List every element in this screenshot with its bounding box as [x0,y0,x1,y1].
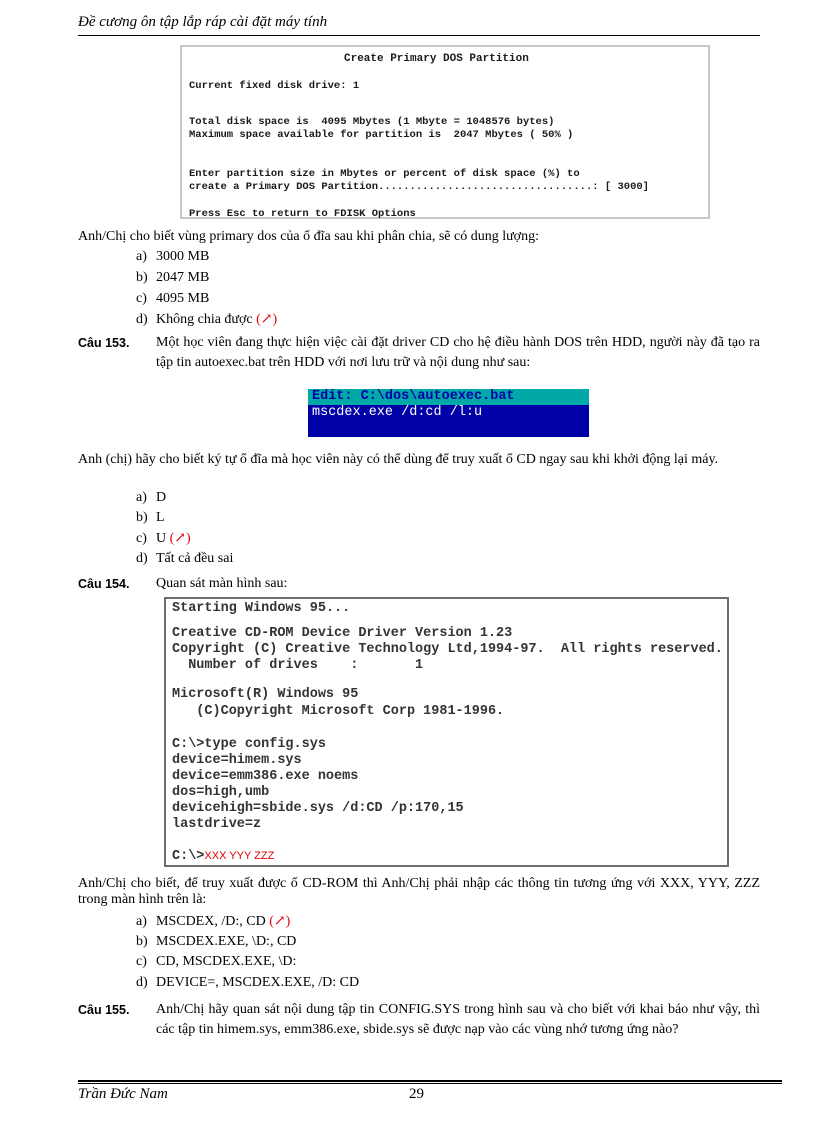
q152-option-d: d) Không chia được (↗) [136,312,278,327]
fdisk-enter-line-1: Enter partition size in Mbytes or percent of disk space (%) to [189,168,580,180]
screen-line: (C)Copyright Microsoft Corp 1981-1996. [172,704,505,719]
q154-option-b: b) MSCDEX.EXE, \D:, CD [136,934,297,949]
screen-line: device=himem.sys [172,753,302,768]
q153-question: Anh (chị) hãy cho biết ký tự ổ đĩa mà học viên này có thể dùng để truy xuất ổ CD ngay sau khi khởi động lại máy. [78,452,719,467]
q153-label: Câu 153. [78,336,130,350]
screen-line: Copyright (C) Creative Technology Ltd,1994-97. All rights reserved. [172,642,723,657]
fdisk-enter-line-2: create a Primary DOS Partition..................................: [ 3000] [189,181,649,193]
screen-line: device=emm386.exe noems [172,769,359,784]
q154-option-c: c) CD, MSCDEX.EXE, \D: [136,954,297,969]
screen-line: devicehigh=sbide.sys /d:CD /p:170,15 [172,801,464,816]
fdisk-screenshot [180,45,710,219]
q154-label: Câu 154. [78,577,130,591]
screen-line: Starting Windows 95... [172,601,351,616]
q155-text: Anh/Chị hãy quan sát nội dung tập tin CONFIG.SYS trong hình sau và cho biết với khai báo như vậy, thì các tập tin himem.sys, emm386.exe, sbide.sys sẽ được nạp vào các vùng nhớ tương ứng nào? [156,1002,760,1037]
q153-option-b: b) L [136,510,165,525]
screen-line: lastdrive=z [172,817,262,832]
q154-option-a: a) MSCDEX, /D:, CD (↗) [136,914,291,929]
q152-option-b: b) 2047 MB [136,270,210,285]
answer-mark-icon: (↗) [269,914,291,929]
q152-text: Anh/Chị cho biết vùng primary dos của ổ đĩa sau khi phân chia, sẽ có dung lượng: [78,229,539,244]
footer-rule [78,1080,782,1082]
dos-screen-screenshot [164,597,729,867]
q153-text: Một học viên đang thực hiện việc cài đặt driver CD cho hệ điều hành DOS trên HDD, người này đã tạo ra tập tin autoexec.bat trên HDD với nơi lưu trữ và nội dung như sau: [156,335,760,370]
q153-option-a: a) D [136,490,167,505]
fdisk-esc-line: Press Esc to return to FDISK Options [189,208,416,220]
q153-option-c: c) U (↗) [136,531,191,546]
q154-question: Anh/Chị cho biết, để truy xuất được ổ CD-ROM thì Anh/Chị phải nhập các thông tin tương ứng với XXX, YYY, ZZZ trong màn hình trên là: [78,876,760,907]
q152-option-c: c) 4095 MB [136,291,210,306]
screen-line: Microsoft(R) Windows 95 [172,687,359,702]
q152-option-a: a) 3000 MB [136,249,210,264]
footer-rule-thin [78,1083,782,1084]
fdisk-title: Create Primary DOS Partition [344,53,529,65]
edit-title: Edit: C:\dos\autoexec.bat [312,389,515,404]
q154-option-d: d) DEVICE=, MSCDEX.EXE, /D: CD [136,975,360,990]
q153-option-d: d) Tất cả đều sai [136,551,234,566]
answer-mark-icon: (↗) [169,531,191,546]
fdisk-max-space: Maximum space available for partition is 2047 Mbytes ( 50% ) [189,129,574,141]
screen-prompt: C:\>XXX YYY ZZZ [172,849,275,864]
answer-mark-icon: (↗) [256,312,278,327]
screen-line: Creative CD-ROM Device Driver Version 1.23 [172,626,513,641]
screen-line: C:\>type config.sys [172,737,326,752]
header-rule [78,35,760,36]
screen-prompt-placeholder: XXX YYY ZZZ [204,850,275,862]
q154-text: Quan sát màn hình sau: [156,576,288,591]
page-header-title: Đề cương ôn tập lắp ráp cài đặt máy tính [78,14,328,30]
page-number: 29 [409,1086,424,1102]
screen-line: dos=high,umb [172,785,270,800]
edit-content-line: mscdex.exe /d:cd /l:u [312,405,483,420]
fdisk-total-space: Total disk space is 4095 Mbytes (1 Mbyte = 1048576 bytes) [189,116,555,128]
screen-line: Number of drives : 1 [172,658,424,673]
footer-author: Trần Đức Nam [78,1086,168,1102]
fdisk-current-drive: Current fixed disk drive: 1 [189,80,360,92]
edit-screenshot [308,389,589,437]
q155-label: Câu 155. [78,1003,130,1017]
